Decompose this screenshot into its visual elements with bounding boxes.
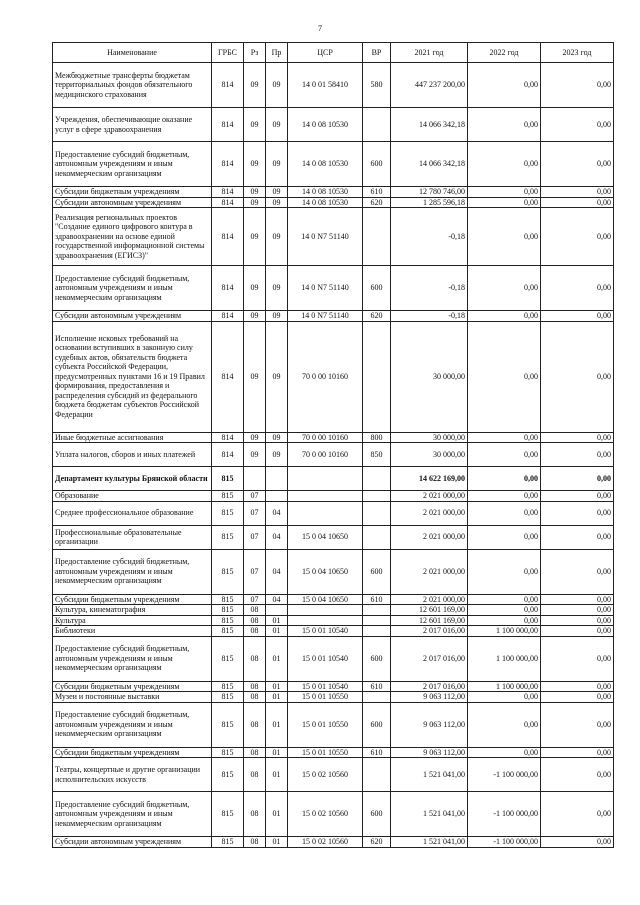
header-csr: ЦСР	[288, 43, 363, 63]
row-2021-cell: -0,18	[391, 266, 468, 311]
row-grbs-cell: 814	[212, 208, 244, 266]
row-grbs-cell: 815	[212, 525, 244, 549]
row-name-cell: Предоставление субсидий бюджетным, автономным учреждениям и иным некоммерческим организациям	[53, 266, 212, 311]
row-grbs-cell: 815	[212, 626, 244, 637]
row-rz-cell: 08	[244, 837, 266, 848]
row-grbs-cell: 814	[212, 266, 244, 311]
row-vr-cell: 600	[363, 702, 391, 747]
table-row	[53, 594, 614, 605]
row-2021-cell: -0,18	[391, 208, 468, 266]
row-grbs-cell: 815	[212, 549, 244, 594]
row-csr-cell	[288, 501, 363, 525]
row-name-cell: Предоставление субсидий бюджетным, автономным учреждениям и иным некоммерческим организациям	[53, 142, 212, 187]
row-2023-cell: 0,00	[541, 594, 614, 605]
row-2022-cell: 0,00	[468, 549, 541, 594]
row-2022-cell: 0,00	[468, 467, 541, 491]
row-name-cell: Предоставление субсидий бюджетным, автономным учреждениям и иным некоммерческим организациям	[53, 792, 212, 837]
row-2021-cell: 2 017 016,00	[391, 626, 468, 637]
header-2023: 2023 год	[541, 43, 614, 63]
table-row	[53, 747, 614, 758]
row-rz-cell: 08	[244, 681, 266, 692]
row-pr-cell: 09	[266, 311, 288, 322]
header-grbs: ГРБС	[212, 43, 244, 63]
row-2021-cell: 12 601 169,00	[391, 605, 468, 616]
row-name-cell: Департамент культуры Брянской области	[53, 467, 212, 491]
table-row	[53, 681, 614, 692]
row-pr-cell: 01	[266, 747, 288, 758]
row-rz-cell: 09	[244, 443, 266, 467]
row-vr-cell	[363, 501, 391, 525]
row-pr-cell: 04	[266, 549, 288, 594]
budget-table	[52, 42, 614, 848]
row-name-cell: Иные бюджетные ассигнования	[53, 432, 212, 443]
row-grbs-cell: 814	[212, 197, 244, 208]
row-2022-cell: 0,00	[468, 142, 541, 187]
row-csr-cell: 15 0 01 10540	[288, 626, 363, 637]
row-rz-cell: 09	[244, 63, 266, 108]
row-2022-cell: 0,00	[468, 443, 541, 467]
row-name-cell: Предоставление субсидий бюджетным, автономным учреждениям и иным некоммерческим организациям	[53, 702, 212, 747]
row-rz-cell: 08	[244, 747, 266, 758]
row-2022-cell: 1 100 000,00	[468, 626, 541, 637]
row-2021-cell: 30 000,00	[391, 443, 468, 467]
row-pr-cell: 09	[266, 197, 288, 208]
row-csr-cell: 14 0 08 10530	[288, 197, 363, 208]
row-csr-cell: 14 0 01 58410	[288, 63, 363, 108]
row-rz-cell	[244, 467, 266, 491]
row-2021-cell: 2 021 000,00	[391, 549, 468, 594]
row-vr-cell	[363, 491, 391, 502]
row-csr-cell: 15 0 04 10650	[288, 549, 363, 594]
row-vr-cell: 610	[363, 594, 391, 605]
table-row	[53, 758, 614, 792]
row-name-cell: Театры, концертные и другие организации исполнительских искусств	[53, 758, 212, 792]
row-vr-cell	[363, 758, 391, 792]
row-2021-cell: 12 601 169,00	[391, 615, 468, 626]
table-row	[53, 467, 614, 491]
row-vr-cell: 620	[363, 197, 391, 208]
row-pr-cell: 01	[266, 626, 288, 637]
row-csr-cell: 14 0 08 10530	[288, 108, 363, 142]
row-name-cell: Субсидии автономным учреждениям	[53, 311, 212, 322]
row-grbs-cell: 815	[212, 681, 244, 692]
row-rz-cell: 07	[244, 491, 266, 502]
row-pr-cell	[266, 491, 288, 502]
row-2023-cell: 0,00	[541, 792, 614, 837]
row-2022-cell: 0,00	[468, 615, 541, 626]
table-row	[53, 525, 614, 549]
table-row	[53, 432, 614, 443]
row-csr-cell: 14 0 N7 51140	[288, 208, 363, 266]
row-rz-cell: 08	[244, 605, 266, 616]
row-vr-cell: 600	[363, 266, 391, 311]
row-2022-cell: 1 100 000,00	[468, 681, 541, 692]
row-name-cell: Субсидии бюджетным учреждениям	[53, 594, 212, 605]
row-pr-cell: 04	[266, 525, 288, 549]
row-2022-cell: -1 100 000,00	[468, 837, 541, 848]
header-pr: Пр	[266, 43, 288, 63]
row-pr-cell: 09	[266, 142, 288, 187]
table-row	[53, 63, 614, 108]
row-grbs-cell: 815	[212, 636, 244, 681]
row-2021-cell: 2 021 000,00	[391, 491, 468, 502]
row-rz-cell: 09	[244, 142, 266, 187]
row-pr-cell: 09	[266, 208, 288, 266]
row-name-cell: Реализация региональных проектов "Создание единого цифрового контура в здравоохранении на основе единой государственной информационной системы здравоохранения (ЕГИСЗ)"	[53, 208, 212, 266]
row-2023-cell: 0,00	[541, 311, 614, 322]
row-rz-cell: 08	[244, 636, 266, 681]
row-2023-cell: 0,00	[541, 549, 614, 594]
row-grbs-cell: 815	[212, 792, 244, 837]
row-rz-cell: 09	[244, 266, 266, 311]
row-2022-cell: 0,00	[468, 63, 541, 108]
row-name-cell: Предоставление субсидий бюджетным, автономным учреждениям и иным некоммерческим организациям	[53, 549, 212, 594]
row-vr-cell: 600	[363, 636, 391, 681]
row-rz-cell: 08	[244, 758, 266, 792]
row-2023-cell: 0,00	[541, 208, 614, 266]
row-2023-cell: 0,00	[541, 142, 614, 187]
row-vr-cell	[363, 208, 391, 266]
row-grbs-cell: 815	[212, 605, 244, 616]
row-csr-cell: 15 0 01 10540	[288, 636, 363, 681]
table-row	[53, 142, 614, 187]
row-vr-cell	[363, 626, 391, 637]
page-number: 7	[318, 24, 322, 33]
row-2022-cell: 0,00	[468, 747, 541, 758]
row-vr-cell	[363, 615, 391, 626]
row-csr-cell	[288, 615, 363, 626]
row-2021-cell: 9 063 112,00	[391, 692, 468, 703]
table-row	[53, 636, 614, 681]
row-name-cell: Профессиональные образовательные организации	[53, 525, 212, 549]
row-2021-cell: 1 521 041,00	[391, 837, 468, 848]
row-name-cell: Исполнение исковых требований на основании вступивших в законную силу судебных актов, обязательств бюджета субъекта Российской Федерации, предусмотренных пунктами 16 и 19 Правил формирования, предоставления и распределения субсидий из федерального бюджета бюджетам субъектов Российской Федерации	[53, 321, 212, 432]
row-2023-cell: 0,00	[541, 747, 614, 758]
table-row	[53, 549, 614, 594]
row-pr-cell: 09	[266, 187, 288, 198]
row-vr-cell: 610	[363, 187, 391, 198]
row-2021-cell: 9 063 112,00	[391, 747, 468, 758]
row-2023-cell: 0,00	[541, 626, 614, 637]
row-2023-cell: 0,00	[541, 63, 614, 108]
row-vr-cell	[363, 321, 391, 432]
row-pr-cell: 09	[266, 443, 288, 467]
row-2022-cell: 0,00	[468, 525, 541, 549]
row-pr-cell: 09	[266, 432, 288, 443]
table-row	[53, 792, 614, 837]
row-pr-cell: 09	[266, 108, 288, 142]
row-grbs-cell: 815	[212, 758, 244, 792]
header-vr: ВР	[363, 43, 391, 63]
row-csr-cell: 15 0 04 10650	[288, 594, 363, 605]
table-row	[53, 692, 614, 703]
row-2023-cell: 0,00	[541, 443, 614, 467]
row-csr-cell: 15 0 02 10560	[288, 792, 363, 837]
row-pr-cell: 01	[266, 692, 288, 703]
row-vr-cell: 600	[363, 792, 391, 837]
row-pr-cell: 01	[266, 837, 288, 848]
row-2021-cell: 1 521 041,00	[391, 758, 468, 792]
row-2023-cell: 0,00	[541, 501, 614, 525]
row-2022-cell: 1 100 000,00	[468, 636, 541, 681]
row-2023-cell: 0,00	[541, 692, 614, 703]
row-pr-cell: 01	[266, 758, 288, 792]
row-pr-cell	[266, 605, 288, 616]
row-2022-cell: -1 100 000,00	[468, 792, 541, 837]
row-rz-cell: 09	[244, 197, 266, 208]
row-vr-cell: 600	[363, 549, 391, 594]
row-csr-cell: 14 0 08 10530	[288, 142, 363, 187]
row-2021-cell: 14 066 342,18	[391, 108, 468, 142]
row-2021-cell: -0,18	[391, 311, 468, 322]
row-rz-cell: 07	[244, 525, 266, 549]
row-csr-cell: 15 0 01 10550	[288, 747, 363, 758]
row-name-cell: Предоставление субсидий бюджетным, автономным учреждениям и иным некоммерческим организациям	[53, 636, 212, 681]
row-grbs-cell: 814	[212, 432, 244, 443]
row-grbs-cell: 814	[212, 108, 244, 142]
row-2022-cell: 0,00	[468, 208, 541, 266]
row-name-cell: Межбюджетные трансферты бюджетам территориальных фондов обязательного медицинского страхования	[53, 63, 212, 108]
row-rz-cell: 08	[244, 615, 266, 626]
row-2021-cell: 14 622 169,00	[391, 467, 468, 491]
table-row	[53, 311, 614, 322]
row-2023-cell: 0,00	[541, 525, 614, 549]
row-rz-cell: 09	[244, 311, 266, 322]
row-grbs-cell: 814	[212, 321, 244, 432]
row-2023-cell: 0,00	[541, 187, 614, 198]
row-grbs-cell: 814	[212, 311, 244, 322]
table-row	[53, 501, 614, 525]
row-2021-cell: 2 017 016,00	[391, 636, 468, 681]
table-row	[53, 108, 614, 142]
table-row	[53, 605, 614, 616]
row-2022-cell: 0,00	[468, 491, 541, 502]
row-pr-cell: 04	[266, 594, 288, 605]
row-csr-cell: 70 0 00 10160	[288, 432, 363, 443]
table-row	[53, 491, 614, 502]
row-vr-cell: 610	[363, 681, 391, 692]
header-2022: 2022 год	[468, 43, 541, 63]
row-grbs-cell: 815	[212, 702, 244, 747]
row-2021-cell: 2 017 016,00	[391, 681, 468, 692]
row-csr-cell: 15 0 01 10540	[288, 681, 363, 692]
row-rz-cell: 08	[244, 626, 266, 637]
row-2023-cell: 0,00	[541, 108, 614, 142]
row-vr-cell	[363, 692, 391, 703]
row-pr-cell: 09	[266, 266, 288, 311]
row-vr-cell: 610	[363, 747, 391, 758]
row-pr-cell: 01	[266, 681, 288, 692]
row-2023-cell: 0,00	[541, 432, 614, 443]
row-csr-cell: 14 0 N7 51140	[288, 311, 363, 322]
row-rz-cell: 08	[244, 702, 266, 747]
row-name-cell: Уплата налогов, сборов и иных платежей	[53, 443, 212, 467]
row-vr-cell	[363, 605, 391, 616]
row-2022-cell: 0,00	[468, 605, 541, 616]
row-2023-cell: 0,00	[541, 837, 614, 848]
row-rz-cell: 07	[244, 501, 266, 525]
row-2021-cell: 447 237 200,00	[391, 63, 468, 108]
row-2023-cell: 0,00	[541, 605, 614, 616]
row-pr-cell: 01	[266, 792, 288, 837]
row-name-cell: Культура	[53, 615, 212, 626]
row-2023-cell: 0,00	[541, 491, 614, 502]
row-csr-cell	[288, 491, 363, 502]
row-2021-cell: 1 521 041,00	[391, 792, 468, 837]
row-pr-cell: 01	[266, 615, 288, 626]
row-grbs-cell: 815	[212, 501, 244, 525]
row-name-cell: Субсидии автономным учреждениям	[53, 197, 212, 208]
table-row	[53, 702, 614, 747]
row-2023-cell: 0,00	[541, 197, 614, 208]
header-rz: Рз	[244, 43, 266, 63]
row-csr-cell: 70 0 00 10160	[288, 321, 363, 432]
row-grbs-cell: 814	[212, 142, 244, 187]
row-2021-cell: 30 000,00	[391, 432, 468, 443]
table-row	[53, 266, 614, 311]
row-2022-cell: 0,00	[468, 311, 541, 322]
header-name: Наименование	[53, 43, 212, 63]
row-rz-cell: 07	[244, 549, 266, 594]
row-name-cell: Субсидии бюджетным учреждениям	[53, 681, 212, 692]
row-2023-cell: 0,00	[541, 681, 614, 692]
row-grbs-cell: 814	[212, 443, 244, 467]
row-2021-cell: 14 066 342,18	[391, 142, 468, 187]
table-row	[53, 321, 614, 432]
row-2021-cell: 2 021 000,00	[391, 501, 468, 525]
row-2022-cell: 0,00	[468, 702, 541, 747]
row-name-cell: Образование	[53, 491, 212, 502]
row-vr-cell: 850	[363, 443, 391, 467]
row-2022-cell: 0,00	[468, 432, 541, 443]
row-vr-cell: 600	[363, 142, 391, 187]
row-2023-cell: 0,00	[541, 266, 614, 311]
row-2023-cell: 0,00	[541, 702, 614, 747]
row-2021-cell: 2 021 000,00	[391, 594, 468, 605]
row-2022-cell: 0,00	[468, 187, 541, 198]
row-rz-cell: 09	[244, 432, 266, 443]
row-2022-cell: 0,00	[468, 501, 541, 525]
row-grbs-cell: 814	[212, 187, 244, 198]
row-2021-cell: 2 021 000,00	[391, 525, 468, 549]
row-2021-cell: 9 063 112,00	[391, 702, 468, 747]
row-vr-cell: 620	[363, 311, 391, 322]
row-grbs-cell: 815	[212, 467, 244, 491]
row-pr-cell: 09	[266, 321, 288, 432]
row-csr-cell	[288, 467, 363, 491]
table-row	[53, 626, 614, 637]
table-row	[53, 615, 614, 626]
table-row	[53, 187, 614, 198]
row-2023-cell: 0,00	[541, 467, 614, 491]
table-header-row	[53, 43, 614, 63]
row-grbs-cell: 814	[212, 63, 244, 108]
table-body	[53, 63, 614, 848]
row-vr-cell: 800	[363, 432, 391, 443]
row-name-cell: Субсидии автономным учреждениям	[53, 837, 212, 848]
row-grbs-cell: 815	[212, 747, 244, 758]
row-csr-cell: 15 0 01 10550	[288, 692, 363, 703]
row-2023-cell: 0,00	[541, 636, 614, 681]
row-2021-cell: 30 000,00	[391, 321, 468, 432]
row-vr-cell: 580	[363, 63, 391, 108]
row-name-cell: Культура, кинематография	[53, 605, 212, 616]
row-rz-cell: 09	[244, 208, 266, 266]
row-grbs-cell: 815	[212, 615, 244, 626]
row-2021-cell: 12 780 746,00	[391, 187, 468, 198]
row-vr-cell	[363, 467, 391, 491]
row-pr-cell: 04	[266, 501, 288, 525]
header-2021: 2021 год	[391, 43, 468, 63]
row-2023-cell: 0,00	[541, 321, 614, 432]
row-pr-cell: 01	[266, 636, 288, 681]
table-row	[53, 197, 614, 208]
row-vr-cell: 620	[363, 837, 391, 848]
row-name-cell: Субсидии бюджетным учреждениям	[53, 187, 212, 198]
row-rz-cell: 09	[244, 187, 266, 198]
row-name-cell: Библиотеки	[53, 626, 212, 637]
row-csr-cell: 14 0 N7 51140	[288, 266, 363, 311]
row-csr-cell: 14 0 08 10530	[288, 187, 363, 198]
row-csr-cell: 70 0 00 10160	[288, 443, 363, 467]
row-2022-cell: 0,00	[468, 108, 541, 142]
row-2021-cell: 1 285 596,18	[391, 197, 468, 208]
row-csr-cell: 15 0 02 10560	[288, 758, 363, 792]
row-2023-cell: 0,00	[541, 758, 614, 792]
row-2022-cell: 0,00	[468, 321, 541, 432]
row-rz-cell: 08	[244, 792, 266, 837]
row-csr-cell: 15 0 04 10650	[288, 525, 363, 549]
row-csr-cell: 15 0 02 10560	[288, 837, 363, 848]
row-grbs-cell: 815	[212, 837, 244, 848]
row-rz-cell: 09	[244, 108, 266, 142]
row-vr-cell	[363, 108, 391, 142]
row-name-cell: Среднее профессиональное образование	[53, 501, 212, 525]
row-csr-cell	[288, 605, 363, 616]
row-grbs-cell: 815	[212, 692, 244, 703]
row-name-cell: Музеи и постоянные выставки	[53, 692, 212, 703]
row-rz-cell: 09	[244, 321, 266, 432]
row-2023-cell: 0,00	[541, 615, 614, 626]
row-pr-cell: 01	[266, 702, 288, 747]
row-rz-cell: 07	[244, 594, 266, 605]
row-grbs-cell: 815	[212, 491, 244, 502]
table-row	[53, 443, 614, 467]
row-2022-cell: 0,00	[468, 197, 541, 208]
row-name-cell: Учреждения, обеспечивающие оказание услуг в сфере здравоохранения	[53, 108, 212, 142]
row-name-cell: Субсидии бюджетным учреждениям	[53, 747, 212, 758]
row-csr-cell: 15 0 01 10550	[288, 702, 363, 747]
row-pr-cell	[266, 467, 288, 491]
table-row	[53, 208, 614, 266]
row-rz-cell: 08	[244, 692, 266, 703]
row-2022-cell: -1 100 000,00	[468, 758, 541, 792]
row-grbs-cell: 815	[212, 594, 244, 605]
row-2022-cell: 0,00	[468, 266, 541, 311]
row-2022-cell: 0,00	[468, 594, 541, 605]
row-vr-cell	[363, 525, 391, 549]
row-2022-cell: 0,00	[468, 692, 541, 703]
row-pr-cell: 09	[266, 63, 288, 108]
table-row	[53, 837, 614, 848]
